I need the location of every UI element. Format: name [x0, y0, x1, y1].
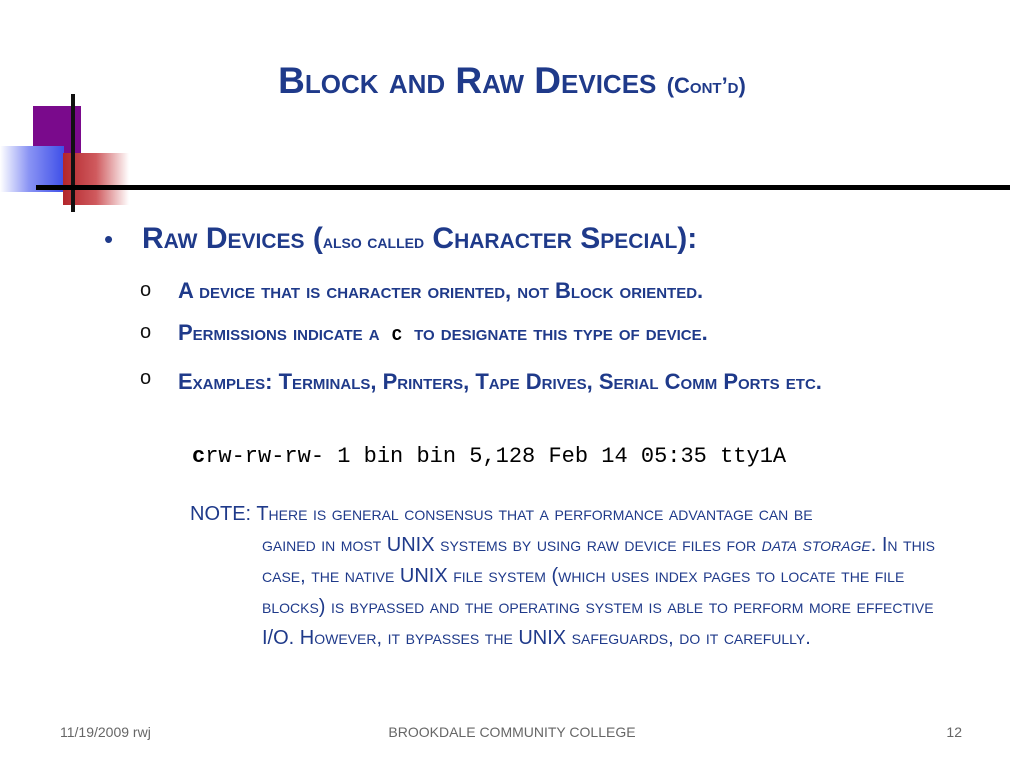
footer-page-number: 12: [946, 724, 962, 740]
bullet-text-small: also called: [322, 231, 425, 253]
note-part-3: . In this case, the native UNIX file system (which uses index pages to locate the file blocks) is bypassed and the operating system is able to perform more effective I/O. However, it bypasses the UNIX safeguards, do it carefully.: [262, 534, 935, 649]
sub-item-2-text-after: to designate this type of device.: [414, 320, 708, 345]
bullet-marker: •: [104, 224, 114, 254]
slide-title: [0, 60, 1024, 102]
decor-horizontal-rule: [36, 185, 1010, 190]
file-listing-type-char: c: [192, 444, 206, 469]
note-emphasis: data storage: [761, 534, 871, 556]
sub-item-marker: o: [140, 321, 152, 343]
file-listing: [192, 444, 786, 469]
slide-title-main: Block and Raw Devices: [278, 60, 657, 101]
bullet-text: Raw Devices (: [142, 222, 323, 255]
sub-item-2-text-before: Permissions indicate a: [178, 320, 380, 345]
decor-vertical-line: [71, 94, 75, 212]
slide-title-suffix: (Cont’d): [666, 73, 746, 98]
sub-item-marker: o: [140, 279, 152, 301]
bullet-text-2: Character Special):: [432, 222, 698, 255]
sub-item-1-text: A device that is character oriented, not Block oriented.: [178, 278, 704, 303]
note-block: [190, 499, 970, 654]
footer-org: BROOKDALE COMMUNITY COLLEGE: [388, 724, 636, 740]
sub-item-2-code: c: [391, 321, 402, 348]
note-label: NOTE:: [190, 503, 252, 525]
footer-date: 11/19/2009 rwj: [60, 724, 151, 740]
sub-item-marker: o: [140, 367, 152, 389]
sub-item-3-text: Examples: Terminals, Printers, Tape Drives, Serial Comm Ports etc.: [178, 369, 822, 394]
note-part-1: There is general consensus that a performance advantage can be: [256, 503, 813, 525]
note-part-2: gained in most UNIX systems by using raw device files for: [262, 534, 757, 556]
file-listing-rest: rw-rw-rw- 1 bin bin 5,128 Feb 14 05:35 tty1A: [205, 444, 787, 469]
